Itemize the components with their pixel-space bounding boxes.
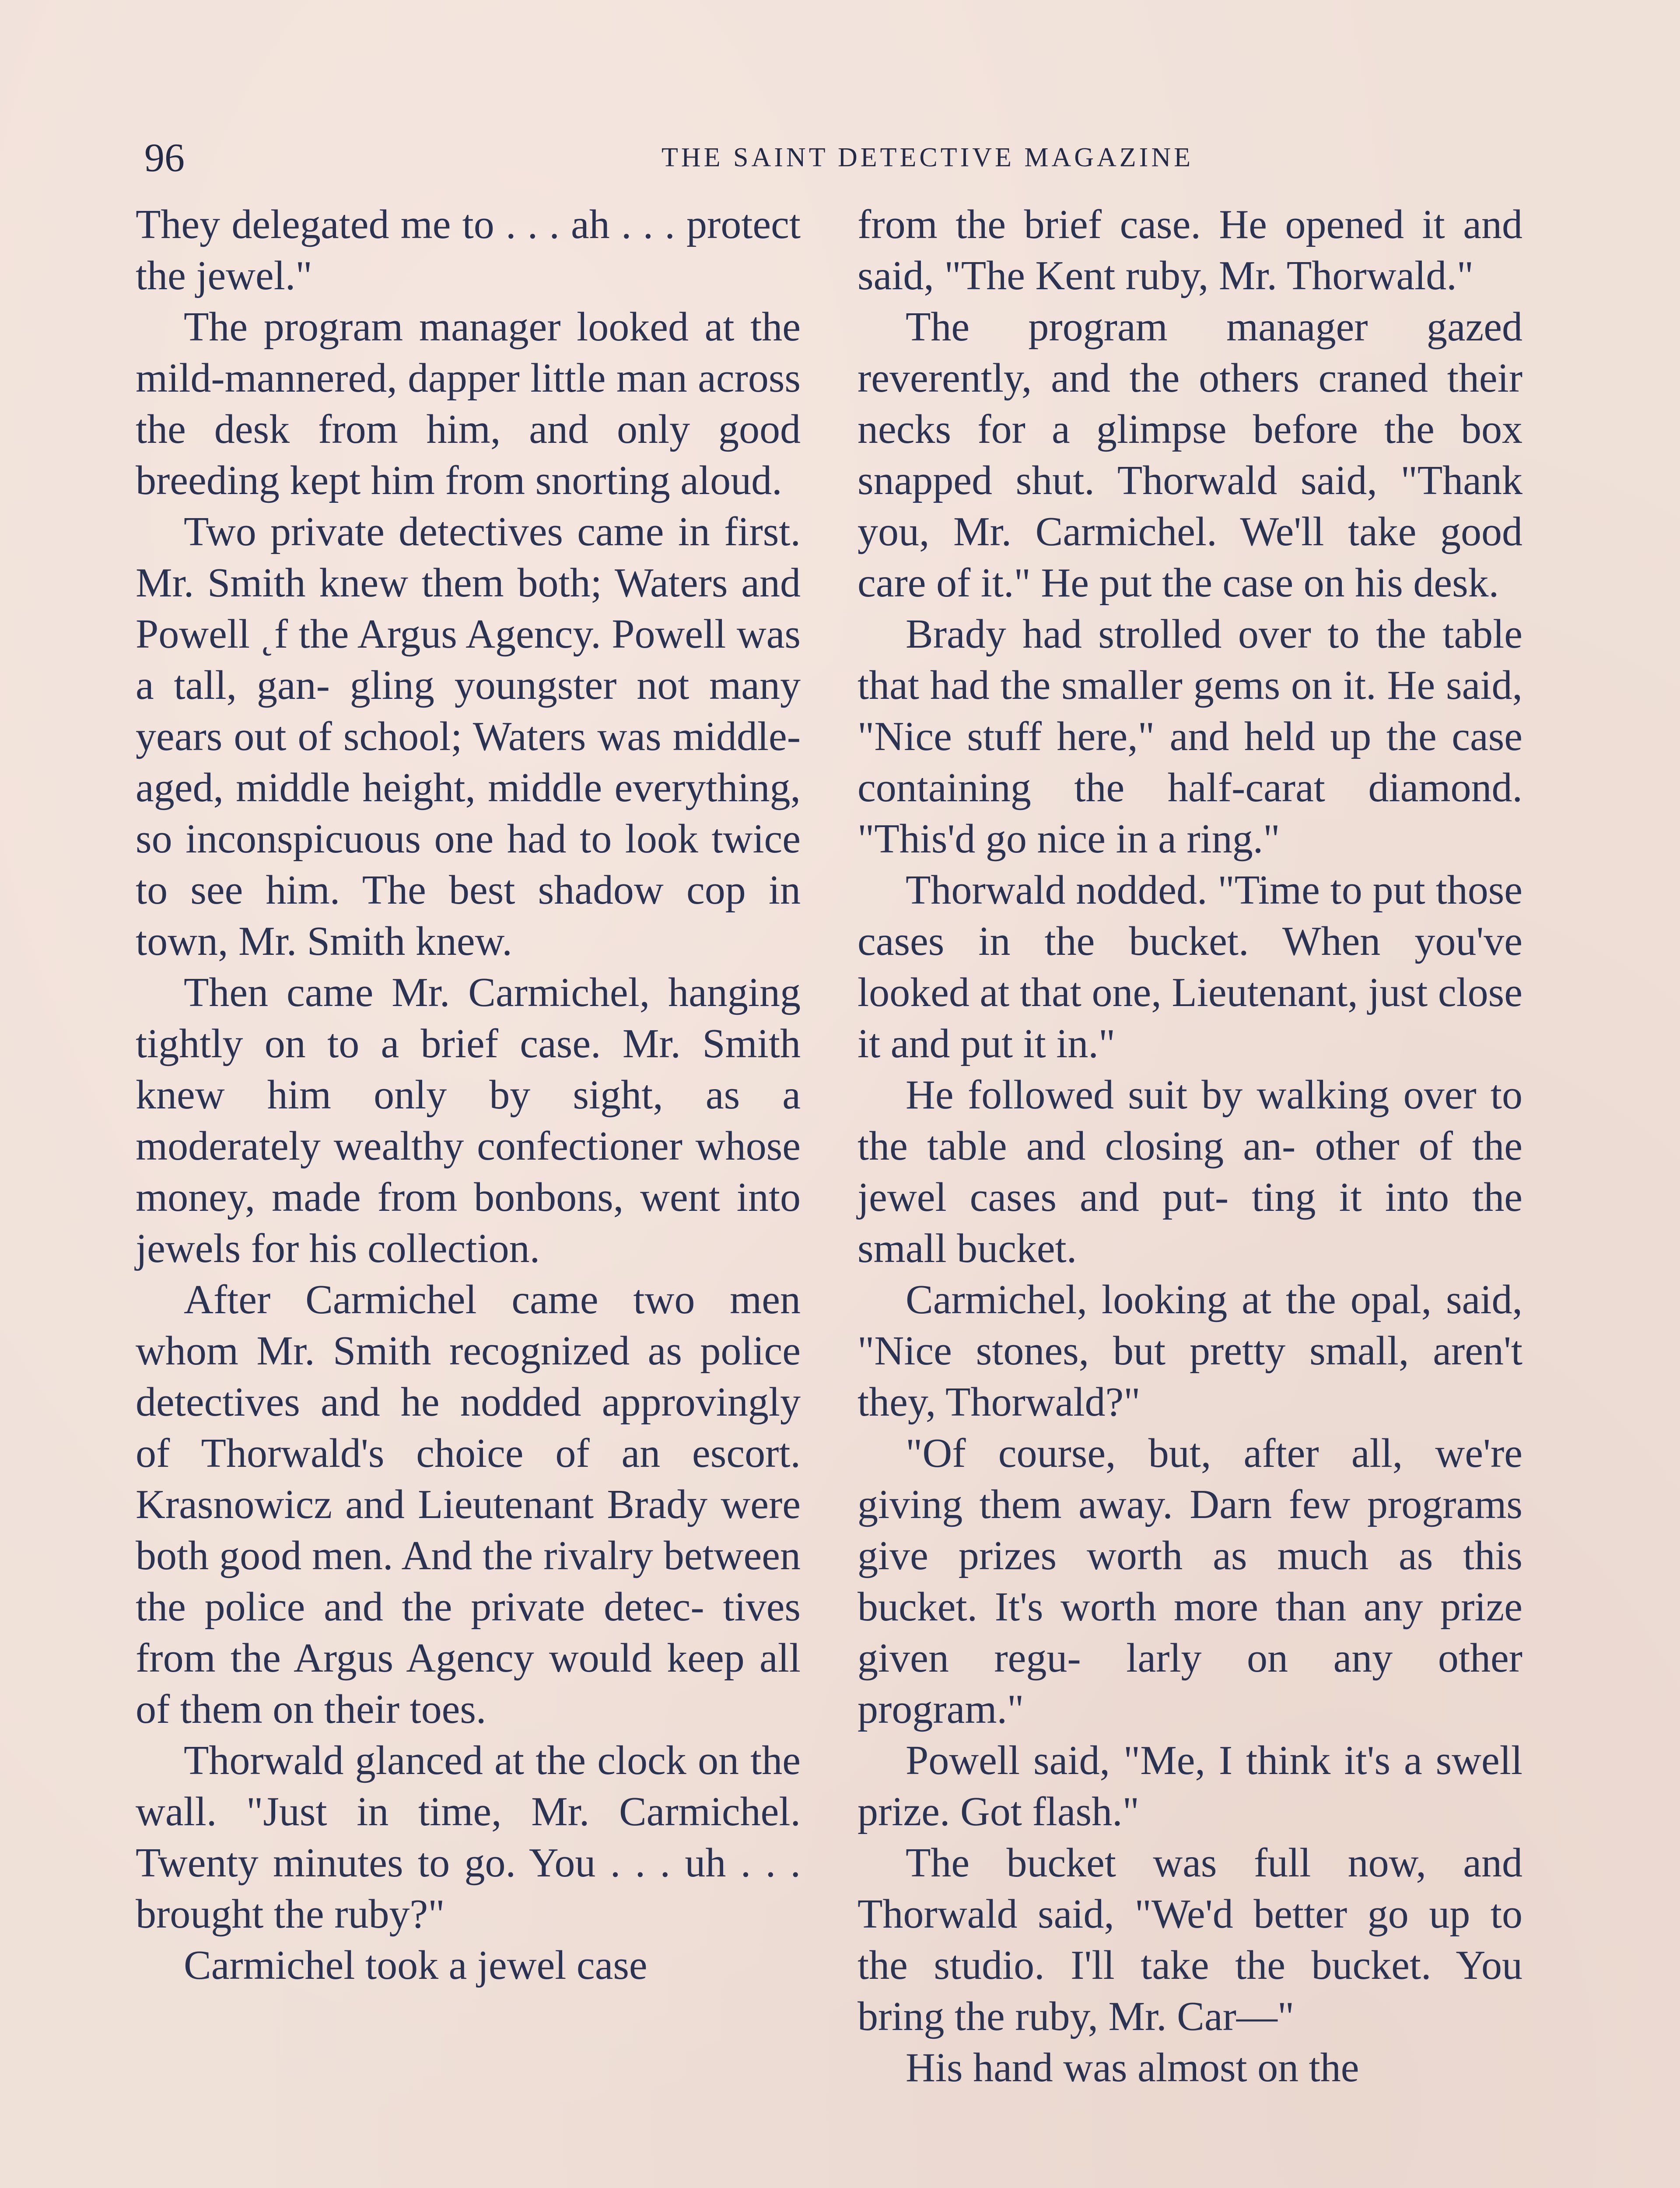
- paragraph: Carmichel, looking at the opal, said, "Nice stones, but pretty small, aren't they, Thorwald?": [858, 1277, 1522, 1425]
- paragraph: from the brief case. He opened it and said, "The Kent ruby, Mr. Thorwald.": [858, 202, 1522, 298]
- paragraph: The bucket was full now, and Thorwald said, "We'd better go up to the studio. I'll take the bucket. You bring the ruby, Mr. Car—": [858, 1840, 1522, 2039]
- paragraph: Then came Mr. Carmichel, hanging tightly on to a brief case. Mr. Smith knew him only by sight, as a moderately wealthy confectioner whose money, made from bonbons, went into jewels for his collection.: [136, 970, 801, 1271]
- left-column: [136, 199, 801, 1991]
- paragraph: The program manager looked at the mild-mannered, dapper little man across the desk from him, and only good breeding kept him from snorting aloud.: [136, 304, 801, 503]
- paragraph: Brady had strolled over to the table that had the smaller gems on it. He said, "Nice stuff here," and held up the case containing the half-carat diamond. "This'd go nice in a ring.": [858, 611, 1522, 862]
- paragraph: Powell said, "Me, I think it's a swell prize. Got flash.": [858, 1738, 1522, 1834]
- paragraph: They delegated me to . . . ah . . . protect the jewel.": [136, 202, 801, 298]
- page-header: [140, 131, 1540, 184]
- paragraph: "Of course, but, after all, we're giving them away. Darn few programs give prizes worth as much as this bucket. It's worth more than any prize given regu- larly on any other program.": [858, 1431, 1522, 1732]
- running-head: THE SAINT DETECTIVE MAGAZINE: [662, 143, 1194, 172]
- right-column: [858, 199, 1522, 2093]
- page-number: 96: [144, 135, 185, 180]
- paragraph: Thorwald nodded. "Time to put those cases in the bucket. When you've looked at that one, Lieutenant, just close it and put it in.": [858, 867, 1522, 1066]
- paragraph: He followed suit by walking over to the table and closing an- other of the jewel cases and put- ting it into the small bucket.: [858, 1072, 1522, 1271]
- paragraph: After Carmichel came two men whom Mr. Smith recognized as police detectives and he nodded approvingly of Thorwald's choice of an escort. Krasnowicz and Lieutenant Brady were both good men. And the rivalry between the police and the private detec- tives from the Argus Agency would keep all of them on their toes.: [136, 1277, 801, 1732]
- paragraph: The program manager gazed reverently, and the others craned their necks for a glimpse before the box snapped shut. Thorwald said, "Thank you, Mr. Carmichel. We'll take good care of it." He put the case on his desk.: [858, 304, 1522, 606]
- paragraph: Thorwald glanced at the clock on the wall. "Just in time, Mr. Carmichel. Twenty minutes to go. You . . . uh . . . brought the ruby?": [136, 1738, 801, 1937]
- paragraph: Two private detectives came in first. Mr. Smith knew them both; Waters and Powell ˛f the Argus Agency. Powell was a tall, gan- gling youngster not many years out of school; Waters was middle- aged, middle height, middle everything, so inconspicuous one had to look twice to see him. The best shadow cop in town, Mr. Smith knew.: [136, 509, 801, 964]
- paragraph: His hand was almost on the: [906, 2045, 1359, 2090]
- paragraph: Carmichel took a jewel case: [184, 1943, 648, 1988]
